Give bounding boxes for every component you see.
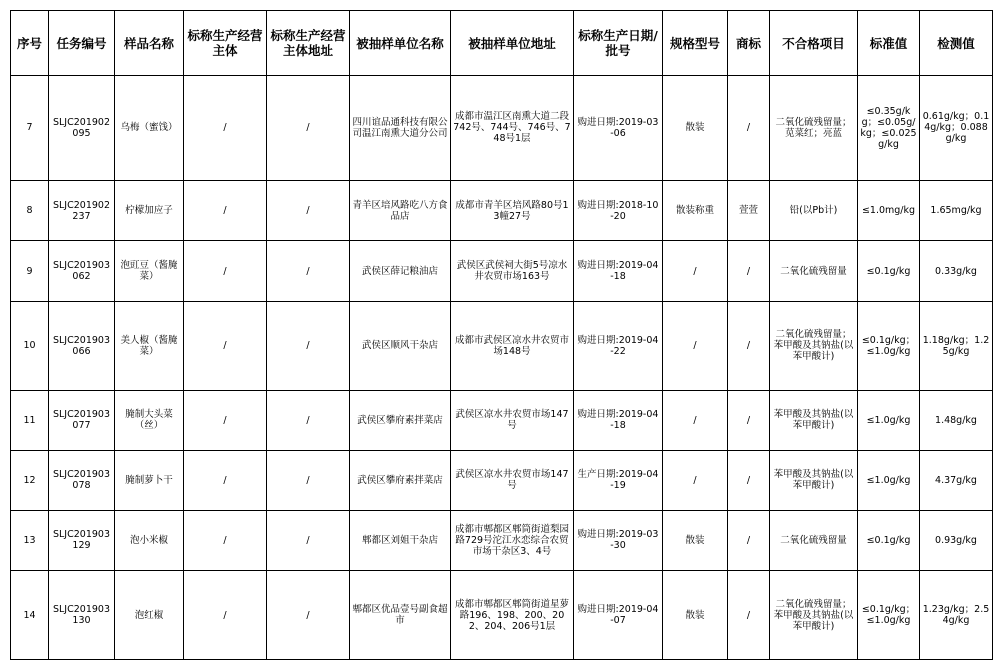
header-measured: 检测值 [920, 11, 993, 76]
table-row [11, 571, 993, 660]
header-sample: 样品名称 [115, 11, 184, 76]
cell-sample: 腌制萝卜干 [115, 451, 184, 511]
table-row [11, 180, 993, 241]
header-task-id: 任务编号 [49, 11, 115, 76]
table-row [11, 76, 993, 181]
cell-seq: 7 [11, 76, 49, 181]
cell-failed-item: 二氧化硫残留量 [770, 510, 858, 571]
cell-task-id: SLJC201903066 [49, 301, 115, 390]
cell-producer: / [184, 451, 267, 511]
cell-sampled-addr: 成都市温江区南熏大道二段742号、744号、746号、748号1层 [451, 76, 574, 181]
cell-sampled-unit: 青羊区培风路吃八方食品店 [350, 180, 451, 241]
header-spec: 规格型号 [663, 11, 728, 76]
cell-seq: 12 [11, 451, 49, 511]
cell-sampled-unit: 郫都区优品壹号副食超市 [350, 571, 451, 660]
cell-producer: / [184, 76, 267, 181]
cell-spec: / [663, 390, 728, 451]
cell-standard: ≤0.1g/kg [858, 241, 920, 302]
cell-sampled-addr: 武侯区武侯祠大街5号凉水井农贸市场163号 [451, 241, 574, 302]
cell-seq: 14 [11, 571, 49, 660]
cell-seq: 10 [11, 301, 49, 390]
cell-producer-addr: / [267, 571, 350, 660]
cell-brand: / [728, 241, 770, 302]
cell-date: 购进日期:2019-04-07 [574, 571, 663, 660]
cell-sample: 泡豇豆（酱腌菜） [115, 241, 184, 302]
cell-producer-addr: / [267, 451, 350, 511]
cell-seq: 13 [11, 510, 49, 571]
cell-standard: ≤0.1g/kg；≤1.0g/kg [858, 571, 920, 660]
cell-task-id: SLJC201903077 [49, 390, 115, 451]
cell-task-id: SLJC201902237 [49, 180, 115, 241]
cell-date: 购进日期:2019-04-22 [574, 301, 663, 390]
cell-brand: / [728, 571, 770, 660]
cell-sample: 乌梅（蜜饯） [115, 76, 184, 181]
cell-failed-item: 二氧化硫残留量；苯甲酸及其钠盐(以苯甲酸计) [770, 301, 858, 390]
cell-task-id: SLJC201903062 [49, 241, 115, 302]
cell-brand: / [728, 390, 770, 451]
cell-producer: / [184, 180, 267, 241]
cell-task-id: SLJC201903078 [49, 451, 115, 511]
cell-standard: ≤0.1g/kg [858, 510, 920, 571]
cell-failed-item: 二氧化硫残留量 [770, 241, 858, 302]
cell-producer-addr: / [267, 510, 350, 571]
header-seq: 序号 [11, 11, 49, 76]
cell-sampled-unit: 四川谊品通科技有限公司温江南熏大道分公司 [350, 76, 451, 181]
cell-failed-item: 二氧化硫残留量；苋菜红；亮蓝 [770, 76, 858, 181]
cell-spec: 散装 [663, 571, 728, 660]
cell-brand: / [728, 451, 770, 511]
table-row [11, 390, 993, 451]
cell-measured: 0.33g/kg [920, 241, 993, 302]
cell-task-id: SLJC201903130 [49, 571, 115, 660]
cell-standard: ≤1.0mg/kg [858, 180, 920, 241]
cell-spec: / [663, 451, 728, 511]
cell-task-id: SLJC201902095 [49, 76, 115, 181]
cell-sampled-unit: 武侯区顺风干杂店 [350, 301, 451, 390]
cell-seq: 8 [11, 180, 49, 241]
cell-producer-addr: / [267, 241, 350, 302]
cell-standard: ≤0.1g/kg；≤1.0g/kg [858, 301, 920, 390]
cell-sampled-unit: 武侯区攀府素拌菜店 [350, 451, 451, 511]
cell-sampled-addr: 成都市郫都区郫筒街道星萝路196、198、200、202、204、206号1层 [451, 571, 574, 660]
header-failed-item: 不合格项目 [770, 11, 858, 76]
cell-failed-item: 铅(以Pb计) [770, 180, 858, 241]
cell-brand: / [728, 510, 770, 571]
cell-date: 购进日期:2019-04-18 [574, 241, 663, 302]
table-row [11, 451, 993, 511]
cell-brand: / [728, 301, 770, 390]
cell-measured: 0.93g/kg [920, 510, 993, 571]
header-producer: 标称生产经营主体 [184, 11, 267, 76]
cell-failed-item: 苯甲酸及其钠盐(以苯甲酸计) [770, 390, 858, 451]
cell-measured: 4.37g/kg [920, 451, 993, 511]
cell-seq: 9 [11, 241, 49, 302]
cell-date: 生产日期:2019-04-19 [574, 451, 663, 511]
cell-sampled-addr: 武侯区凉水井农贸市场147号 [451, 390, 574, 451]
cell-failed-item: 苯甲酸及其钠盐(以苯甲酸计) [770, 451, 858, 511]
cell-producer: / [184, 241, 267, 302]
header-brand: 商标 [728, 11, 770, 76]
cell-brand: 萱萱 [728, 180, 770, 241]
cell-date: 购进日期:2019-03-06 [574, 76, 663, 181]
cell-sampled-addr: 成都市青羊区培风路80号13幢27号 [451, 180, 574, 241]
cell-producer-addr: / [267, 76, 350, 181]
cell-failed-item: 二氧化硫残留量；苯甲酸及其钠盐(以苯甲酸计) [770, 571, 858, 660]
table-row [11, 241, 993, 302]
header-date: 标称生产日期/批号 [574, 11, 663, 76]
cell-spec: 散装 [663, 510, 728, 571]
cell-seq: 11 [11, 390, 49, 451]
cell-sample: 美人椒（酱腌菜） [115, 301, 184, 390]
cell-spec: 散装称重 [663, 180, 728, 241]
cell-measured: 1.18g/kg；1.25g/kg [920, 301, 993, 390]
cell-producer: / [184, 301, 267, 390]
header-row [11, 11, 993, 76]
cell-standard: ≤0.35g/kg；≤0.05g/kg；≤0.025g/kg [858, 76, 920, 181]
cell-producer: / [184, 510, 267, 571]
header-producer-addr: 标称生产经营主体地址 [267, 11, 350, 76]
cell-sample: 泡小米椒 [115, 510, 184, 571]
cell-producer: / [184, 390, 267, 451]
cell-standard: ≤1.0g/kg [858, 451, 920, 511]
cell-producer-addr: / [267, 180, 350, 241]
cell-sampled-addr: 成都市郫都区郫筒街道梨园路729号沱江水恋综合农贸市场干杂区3、4号 [451, 510, 574, 571]
table-row [11, 510, 993, 571]
cell-measured: 1.23g/kg；2.54g/kg [920, 571, 993, 660]
cell-sample: 腌制大头菜（丝） [115, 390, 184, 451]
cell-task-id: SLJC201903129 [49, 510, 115, 571]
cell-standard: ≤1.0g/kg [858, 390, 920, 451]
cell-sampled-unit: 武侯区攀府素拌菜店 [350, 390, 451, 451]
cell-spec: 散装 [663, 76, 728, 181]
header-sampled-unit: 被抽样单位名称 [350, 11, 451, 76]
header-standard: 标准值 [858, 11, 920, 76]
table-row [11, 301, 993, 390]
inspection-results-table [10, 10, 993, 660]
cell-measured: 1.48g/kg [920, 390, 993, 451]
cell-date: 购进日期:2018-10-20 [574, 180, 663, 241]
cell-date: 购进日期:2019-03-30 [574, 510, 663, 571]
cell-sampled-unit: 武侯区薛记粮油店 [350, 241, 451, 302]
cell-sample: 泡红椒 [115, 571, 184, 660]
cell-sampled-unit: 郫都区刘姐干杂店 [350, 510, 451, 571]
cell-measured: 1.65mg/kg [920, 180, 993, 241]
cell-date: 购进日期:2019-04-18 [574, 390, 663, 451]
cell-producer: / [184, 571, 267, 660]
cell-measured: 0.61g/kg；0.14g/kg；0.088g/kg [920, 76, 993, 181]
cell-brand: / [728, 76, 770, 181]
cell-sampled-addr: 成都市武侯区凉水井农贸市场148号 [451, 301, 574, 390]
header-sampled-addr: 被抽样单位地址 [451, 11, 574, 76]
cell-producer-addr: / [267, 301, 350, 390]
cell-sample: 柠檬加应子 [115, 180, 184, 241]
cell-spec: / [663, 241, 728, 302]
cell-sampled-addr: 武侯区凉水井农贸市场147号 [451, 451, 574, 511]
cell-producer-addr: / [267, 390, 350, 451]
cell-spec: / [663, 301, 728, 390]
